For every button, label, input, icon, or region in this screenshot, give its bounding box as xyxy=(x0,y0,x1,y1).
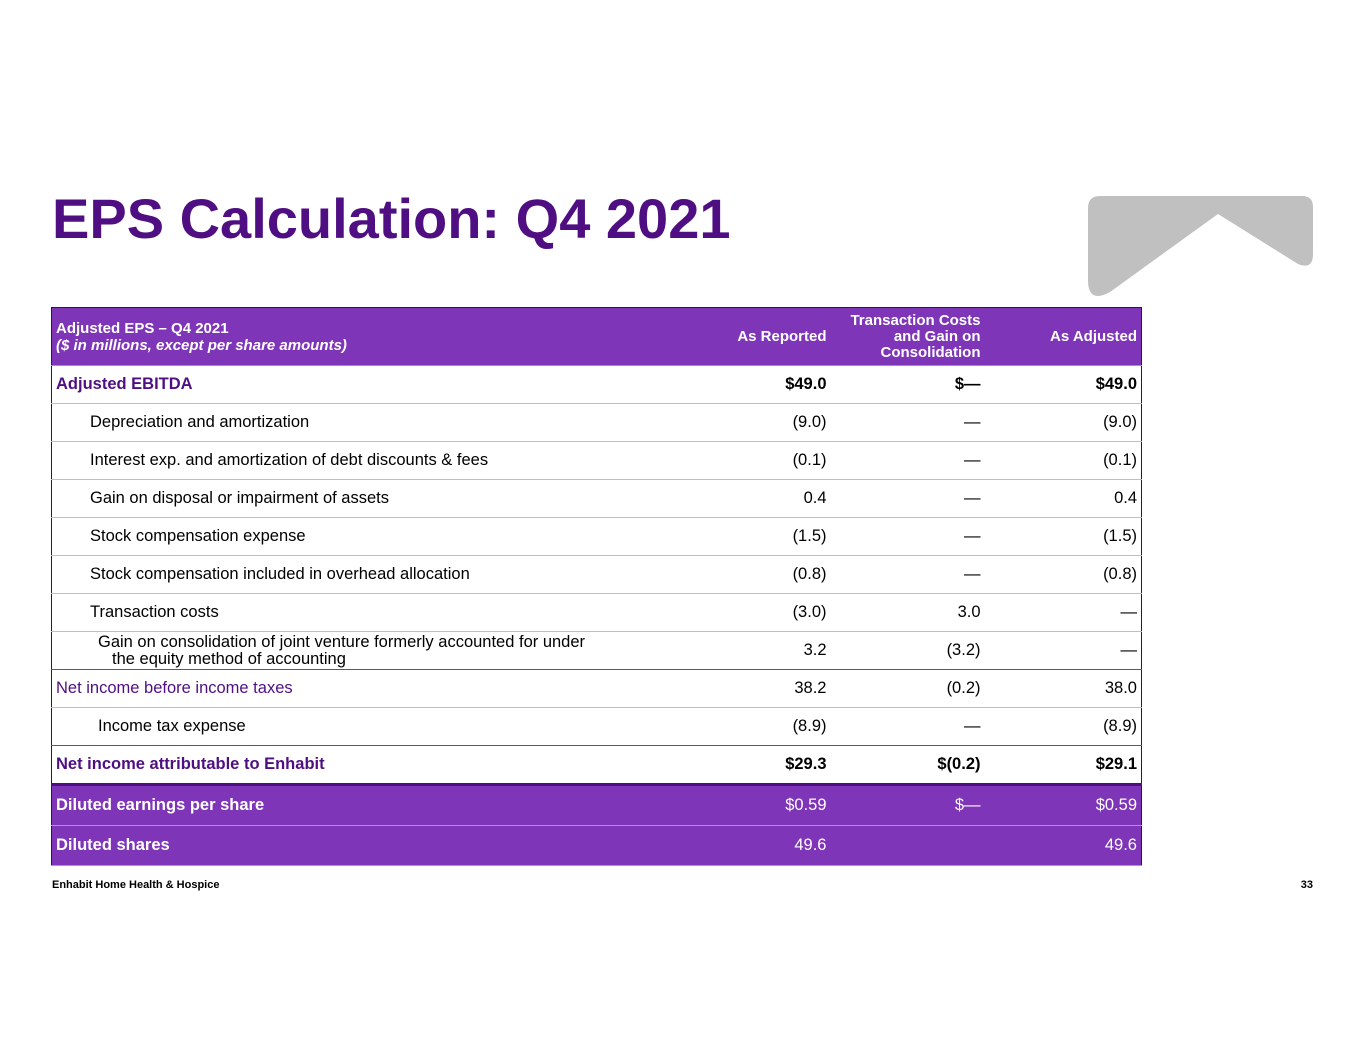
row-label-line1: Gain on consolidation of joint venture formerly accounted for under xyxy=(98,632,586,651)
table-row xyxy=(52,556,1142,594)
header-as-reported: As Reported xyxy=(682,308,831,366)
cell-adjusted: (0.1) xyxy=(985,442,1142,480)
cell-adjusted: (8.9) xyxy=(985,708,1142,746)
row-label xyxy=(52,632,682,670)
eps-table xyxy=(51,307,1142,866)
cell-reported: 3.2 xyxy=(682,632,831,670)
table-row xyxy=(52,480,1142,518)
table-row xyxy=(52,442,1142,480)
cell-transaction: — xyxy=(831,556,985,594)
cell-adjusted: — xyxy=(985,632,1142,670)
table-row-diluted-shares xyxy=(52,826,1142,866)
row-label: Diluted earnings per share xyxy=(52,785,682,826)
cell-transaction xyxy=(831,826,985,866)
cell-transaction: — xyxy=(831,480,985,518)
cell-reported: $49.0 xyxy=(682,366,831,404)
row-label: Stock compensation included in overhead allocation xyxy=(52,556,682,594)
row-label: Depreciation and amortization xyxy=(52,404,682,442)
cell-adjusted: — xyxy=(985,594,1142,632)
table-row xyxy=(52,708,1142,746)
enhabit-chevron-logo-icon xyxy=(1088,194,1314,296)
header-transaction-costs: Transaction Costs and Gain on Consolidation xyxy=(831,308,985,366)
cell-reported: (8.9) xyxy=(682,708,831,746)
cell-transaction: — xyxy=(831,442,985,480)
cell-transaction: (0.2) xyxy=(831,670,985,708)
cell-transaction: $— xyxy=(831,366,985,404)
cell-transaction: 3.0 xyxy=(831,594,985,632)
cell-adjusted: 49.6 xyxy=(985,826,1142,866)
cell-adjusted: $0.59 xyxy=(985,785,1142,826)
table-row xyxy=(52,518,1142,556)
cell-reported: (0.8) xyxy=(682,556,831,594)
table-row xyxy=(52,404,1142,442)
cell-reported: $29.3 xyxy=(682,746,831,785)
cell-reported: (3.0) xyxy=(682,594,831,632)
row-label: Transaction costs xyxy=(52,594,682,632)
table-row xyxy=(52,670,1142,708)
cell-transaction: $(0.2) xyxy=(831,746,985,785)
cell-reported: (0.1) xyxy=(682,442,831,480)
cell-adjusted: 38.0 xyxy=(985,670,1142,708)
cell-adjusted: $49.0 xyxy=(985,366,1142,404)
cell-reported: (9.0) xyxy=(682,404,831,442)
row-label: Stock compensation expense xyxy=(52,518,682,556)
footer-company: Enhabit Home Health & Hospice xyxy=(52,879,220,891)
table-header-row xyxy=(52,308,1142,366)
cell-adjusted: 0.4 xyxy=(985,480,1142,518)
row-label: Diluted shares xyxy=(52,826,682,866)
cell-transaction: $— xyxy=(831,785,985,826)
cell-adjusted: (9.0) xyxy=(985,404,1142,442)
cell-transaction: — xyxy=(831,708,985,746)
cell-reported: 38.2 xyxy=(682,670,831,708)
cell-transaction: (3.2) xyxy=(831,632,985,670)
header-as-adjusted: As Adjusted xyxy=(985,308,1142,366)
header-label-cell xyxy=(52,308,682,366)
row-label: Net income attributable to Enhabit xyxy=(52,746,682,785)
page-title: EPS Calculation: Q4 2021 xyxy=(52,187,731,250)
table-row-diluted-eps xyxy=(52,785,1142,826)
header-sublabel: ($ in millions, except per share amounts) xyxy=(56,336,347,354)
cell-reported: (1.5) xyxy=(682,518,831,556)
table-row-net-income xyxy=(52,746,1142,785)
row-label: Net income before income taxes xyxy=(52,670,682,708)
page-number: 33 xyxy=(1300,879,1313,891)
cell-reported: 0.4 xyxy=(682,480,831,518)
cell-reported: $0.59 xyxy=(682,785,831,826)
row-label-line2: the equity method of accounting xyxy=(112,649,346,668)
row-label: Adjusted EBITDA xyxy=(52,366,682,404)
header-label: Adjusted EPS – Q4 2021 xyxy=(56,319,229,337)
row-label: Gain on disposal or impairment of assets xyxy=(52,480,682,518)
cell-transaction: — xyxy=(831,404,985,442)
cell-transaction: — xyxy=(831,518,985,556)
cell-adjusted: (1.5) xyxy=(985,518,1142,556)
table-row xyxy=(52,366,1142,404)
cell-adjusted: $29.1 xyxy=(985,746,1142,785)
row-label: Interest exp. and amortization of debt discounts & fees xyxy=(52,442,682,480)
cell-adjusted: (0.8) xyxy=(985,556,1142,594)
table-row xyxy=(52,594,1142,632)
table-row xyxy=(52,632,1142,670)
row-label: Income tax expense xyxy=(52,708,682,746)
cell-reported: 49.6 xyxy=(682,826,831,866)
